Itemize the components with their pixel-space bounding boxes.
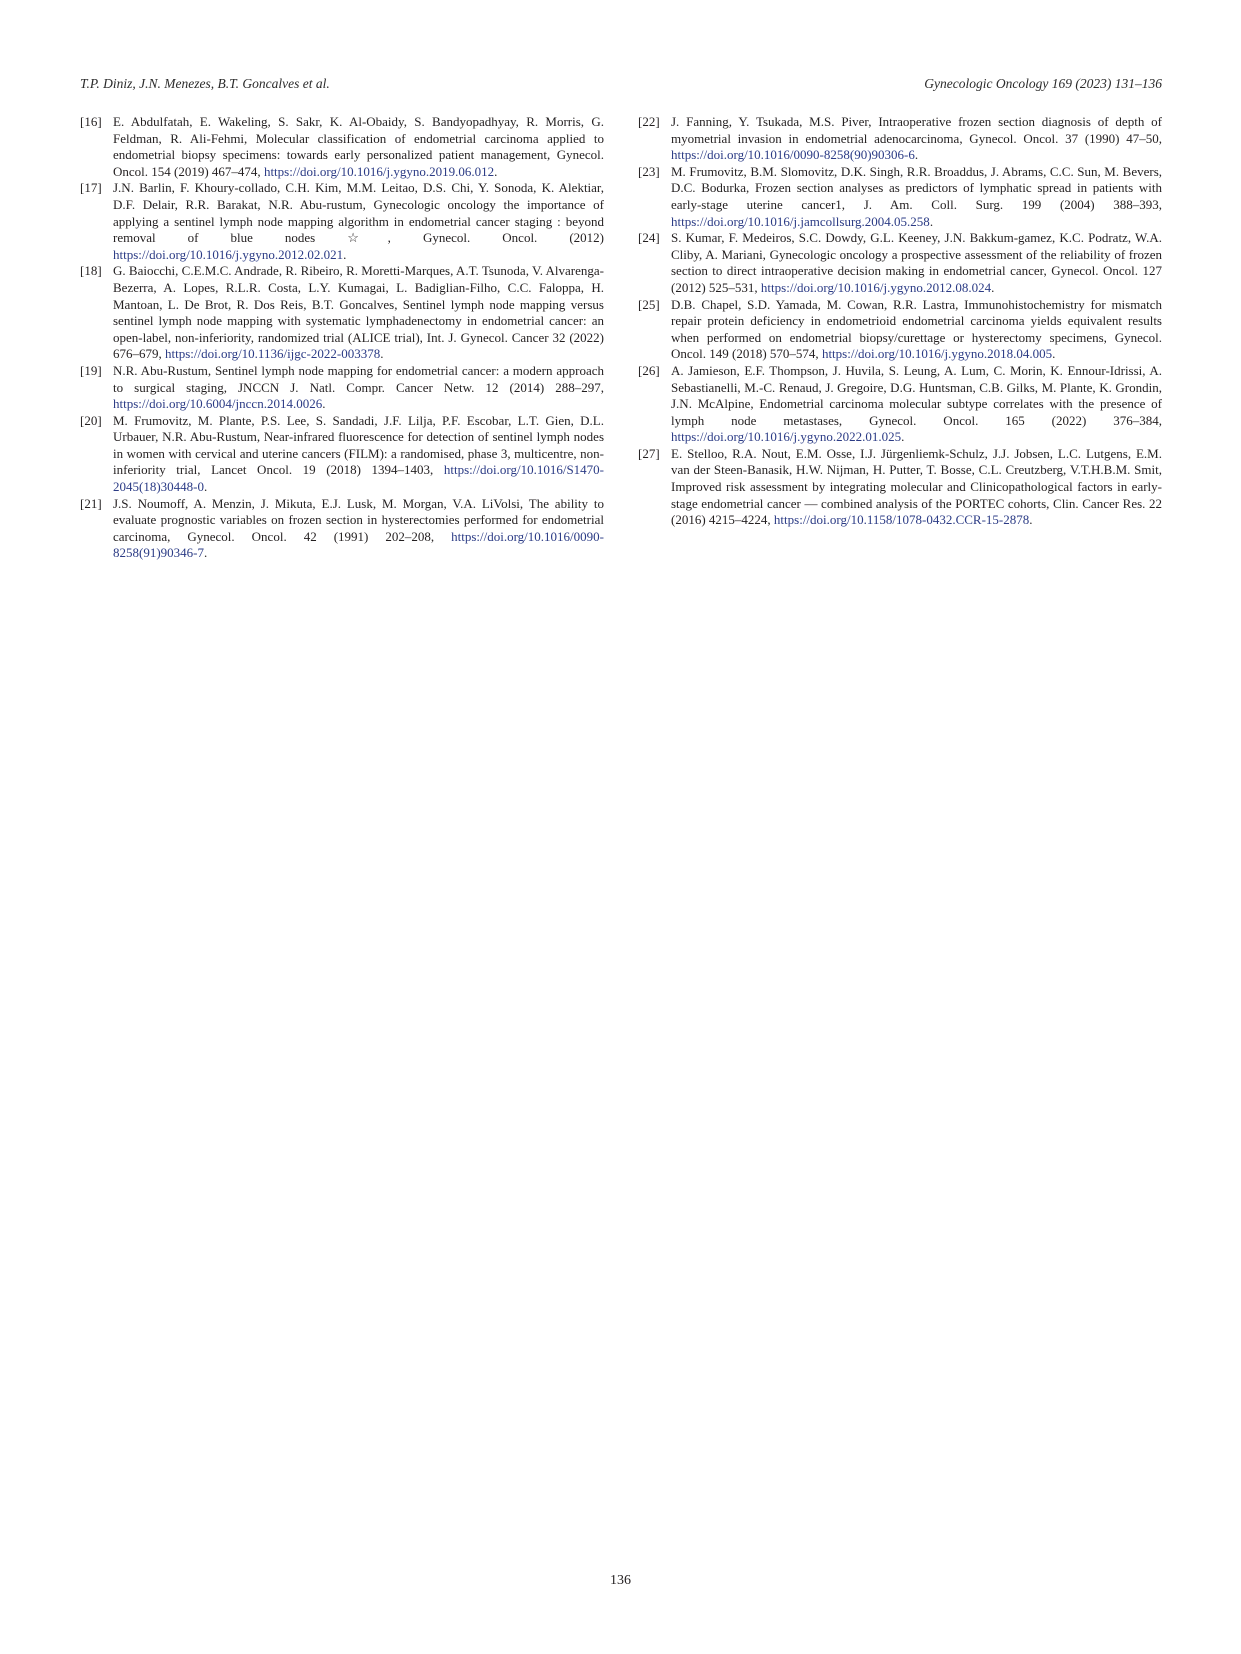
reference-doi-link[interactable]: https://doi.org/10.1016/j.jamcollsurg.2004.05.258 bbox=[671, 213, 930, 229]
references-right-column bbox=[638, 114, 1162, 529]
reference-item: [17] J.N. Barlin, F. Khoury-collado, C.H. Kim, M.M. Leitao, D.S. Chi, Y. Sonoda, K. Alektiar, D.F. Delair, R.R. Barakat, N.R. Abu-rustum, Gynecologic oncology the importance of applying a sentinel lymph node mapping algorithm in endometrial cancer staging : beyond removal of blue nodes ☆, Gynecol. Oncol. (2012) https://doi.org/10.1016/j.ygyno.2012.02.021. bbox=[80, 180, 604, 262]
reference-text: G. Baiocchi, C.E.M.C. Andrade, R. Ribeiro, R. Moretti-Marques, A.T. Tsunoda, V. Alvarenga-Bezerra, A. Lopes, R.L.R. Costa, L.Y. Kumagai, L. Badiglian-Filho, C.C. Faloppa, H. Mantoan, L. De Brot, R. Dos Reis, B.T. Goncalves, Sentinel lymph node mapping versus sentinel lymph node mapping with systematic lymphadenectomy in endometrial cancer: an open-label, non-inferiority, randomized trial (ALICE trial), Int. J. Gynecol. Cancer 32 (2022) 676–679, bbox=[113, 263, 604, 362]
reference-doi-link[interactable]: https://doi.org/10.1016/0090-8258(90)90306-6 bbox=[671, 147, 915, 163]
reference-text: J. Fanning, Y. Tsukada, M.S. Piver, Intraoperative frozen section diagnosis of depth of myometrial invasion in endometrial adenocarcinoma, Gynecol. Oncol. 37 (1990) 47–50, bbox=[671, 114, 1162, 146]
reference-number: [19] bbox=[80, 362, 102, 378]
reference-text: N.R. Abu-Rustum, Sentinel lymph node mapping for endometrial cancer: a modern approach to surgical staging, JNCCN J. Natl. Compr. Cancer Netw. 12 (2014) 288–297, bbox=[113, 362, 604, 395]
reference-number: [18] bbox=[80, 263, 102, 279]
reference-item: [24] S. Kumar, F. Medeiros, S.C. Dowdy, G.L. Keeney, J.N. Bakkum-gamez, K.C. Podratz, W.A. Cliby, A. Mariani, Gynecologic oncology a prospective assessment of the reliability of frozen section to direct intraoperative decision making in endometrial cancer, Gynecol. Oncol. 127 (2012) 525–531, https://doi.org/10.1016/j.ygyno.2012.08.024. bbox=[638, 230, 1162, 295]
reference-number: [20] bbox=[80, 412, 102, 428]
reference-doi-link[interactable]: https://doi.org/10.1016/j.ygyno.2018.04.005 bbox=[821, 346, 1053, 362]
reference-doi-link[interactable]: https://doi.org/10.6004/jnccn.2014.0026 bbox=[113, 396, 323, 412]
reference-text: D.B. Chapel, S.D. Yamada, M. Cowan, R.R. Lastra, Immunohistochemistry for mismatch repair protein deficiency in endometrioid endometrial carcinoma yields equivalent results when performed on endometrial biopsy/curettage or hysterectomy specimens, Gynecol. Oncol. 149 (2018) 570–574, bbox=[671, 296, 1162, 362]
reference-text: E. Abdulfatah, E. Wakeling, S. Sakr, K. Al-Obaidy, S. Bandyopadhyay, R. Morris, G. Feldman, R. Ali-Fehmi, Molecular classification of endometrial carcinoma applied to endometrial biopsy specimens: towards early personalized patient management, Gynecol. Oncol. 154 (2019) 467–474, bbox=[113, 114, 604, 179]
reference-doi-link[interactable]: https://doi.org/10.1016/j.ygyno.2012.02.021 bbox=[113, 246, 344, 262]
reference-number: [25] bbox=[638, 296, 660, 312]
reference-doi-link[interactable]: https://doi.org/10.1016/0090-8258(91)90346-7 bbox=[113, 528, 604, 561]
reference-doi-link[interactable]: https://doi.org/10.1016/j.ygyno.2012.08.024 bbox=[760, 279, 992, 295]
reference-item: [25] D.B. Chapel, S.D. Yamada, M. Cowan, R.R. Lastra, Immunohistochemistry for mismatch repair protein deficiency in endometrioid endometrial carcinoma yields equivalent results when performed on endometrial biopsy/curettage or hysterectomy specimens, Gynecol. Oncol. 149 (2018) 570–574, https://doi.org/10.1016/j.ygyno.2018.04.005. bbox=[638, 296, 1162, 362]
reference-doi-link[interactable]: https://doi.org/10.1158/1078-0432.CCR-15-2878 bbox=[773, 512, 1030, 528]
reference-item: [27] E. Stelloo, R.A. Nout, E.M. Osse, I.J. Jürgenliemk-Schulz, J.J. Jobsen, L.C. Lutgens, E.M. van der Steen-Banasik, H.W. Nijman, H. Putter, T. Bosse, C.L. Creutzberg, V.T.H.B.M. Smit, Improved risk assessment by integrating molecular and Clinicopathological factors in early-stage endometrial cancer — combined analysis of the PORTEC cohorts, Clin. Cancer Res. 22 (2016) 4215–4224, https://doi.org/10.1158/1078-0432.CCR-15-2878. bbox=[638, 445, 1162, 528]
reference-number: [22] bbox=[638, 114, 660, 129]
reference-item: [16] E. Abdulfatah, E. Wakeling, S. Sakr, K. Al-Obaidy, S. Bandyopadhyay, R. Morris, G. Feldman, R. Ali-Fehmi, Molecular classification of endometrial carcinoma applied to endometrial biopsy specimens: towards early personalized patient management, Gynecol. Oncol. 154 (2019) 467–474, https://doi.org/10.1016/j.ygyno.2019.06.012. bbox=[80, 114, 604, 179]
reference-number: [26] bbox=[638, 362, 660, 378]
reference-text: E. Stelloo, R.A. Nout, E.M. Osse, I.J. Jürgenliemk-Schulz, J.J. Jobsen, L.C. Lutgens, E.M. van der Steen-Banasik, H.W. Nijman, H. Putter, T. Bosse, C.L. Creutzberg, V.T.H.B.M. Smit, Improved risk assessment by integrating molecular and Clinicopathological factors in early-stage endometrial cancer — combined analysis of the PORTEC cohorts, Clin. Cancer Res. 22 (2016) 4215–4224, bbox=[671, 445, 1162, 528]
running-head-journal: Gynecologic Oncology 169 (2023) 131–136 bbox=[924, 76, 1162, 91]
reference-item: [21] J.S. Noumoff, A. Menzin, J. Mikuta, E.J. Lusk, M. Morgan, V.A. LiVolsi, The ability to evaluate prognostic variables on frozen section in hysterectomies performed for endometrial carcinoma, Gynecol. Oncol. 42 (1991) 202–208, https://doi.org/10.1016/0090-8258(91)90346-7. bbox=[80, 495, 604, 561]
reference-number: [17] bbox=[80, 180, 102, 196]
reference-text: M. Frumovitz, M. Plante, P.S. Lee, S. Sandadi, J.F. Lilja, P.F. Escobar, L.T. Gien, D.L. Urbauer, N.R. Abu-Rustum, Near-infrared fluorescence for detection of sentinel lymph nodes in women with cervical and uterine cancers (FILM): a randomised, phase 3, multicentre, non-inferiority trial, Lancet Oncol. 19 (2018) 1394–1403, bbox=[113, 412, 604, 478]
reference-text: M. Frumovitz, B.M. Slomovitz, D.K. Singh, R.R. Broaddus, J. Abrams, C.C. Sun, M. Bevers, D.C. Bodurka, Frozen section analyses as predictors of lymphatic spread in patients with early-stage uterine cancer1, J. Am. Coll. Surg. 199 (2004) 388–393, bbox=[671, 163, 1162, 212]
reference-number: [24] bbox=[638, 230, 660, 246]
reference-text: A. Jamieson, E.F. Thompson, J. Huvila, S. Leung, A. Lum, C. Morin, K. Ennour-Idrissi, A. Sebastianelli, M.-C. Renaud, J. Gregoire, D.G. Huntsman, C.B. Gilks, M. Plante, K. Grondin, J.N. McAlpine, Endometrial carcinoma molecular subtype correlates with the presence of lymph node metastases, Gynecol. Oncol. 165 (2022) 376–384, bbox=[671, 362, 1162, 428]
running-head bbox=[80, 76, 1162, 96]
reference-number: [16] bbox=[80, 114, 102, 129]
reference-text: S. Kumar, F. Medeiros, S.C. Dowdy, G.L. Keeney, J.N. Bakkum-gamez, K.C. Podratz, W.A. Cliby, A. Mariani, Gynecologic oncology a prospective assessment of the reliability of frozen section to direct intraoperative decision making in endometrial cancer, Gynecol. Oncol. 127 (2012) 525–531, bbox=[671, 230, 1162, 295]
running-head-authors: T.P. Diniz, J.N. Menezes, B.T. Goncalves et al. bbox=[80, 76, 330, 91]
references-left-column bbox=[80, 114, 604, 562]
reference-number: [23] bbox=[638, 163, 660, 179]
reference-number: [27] bbox=[638, 445, 660, 461]
reference-text: J.N. Barlin, F. Khoury-collado, C.H. Kim, M.M. Leitao, D.S. Chi, Y. Sonoda, K. Alektiar, D.F. Delair, R.R. Barakat, N.R. Abu-rustum, Gynecologic oncology the importance of applying a sentinel lymph node mapping algorithm in endometrial cancer staging : beyond removal of blue nodes ☆, Gynecol. Oncol. (2012) bbox=[113, 180, 604, 246]
reference-item: [23] M. Frumovitz, B.M. Slomovitz, D.K. Singh, R.R. Broaddus, J. Abrams, C.C. Sun, M. Bevers, D.C. Bodurka, Frozen section analyses as predictors of lymphatic spread in patients with early-stage uterine cancer1, J. Am. Coll. Surg. 199 (2004) 388–393, https://doi.org/10.1016/j.jamcollsurg.2004.05.258. bbox=[638, 163, 1162, 229]
reference-doi-link[interactable]: https://doi.org/10.1136/ijgc-2022-003378 bbox=[165, 346, 381, 362]
page-number: 136 bbox=[610, 1573, 631, 1588]
reference-number: [21] bbox=[80, 495, 102, 511]
reference-item: [20] M. Frumovitz, M. Plante, P.S. Lee, S. Sandadi, J.F. Lilja, P.F. Escobar, L.T. Gien, D.L. Urbauer, N.R. Abu-Rustum, Near-infrared fluorescence for detection of sentinel lymph nodes in women with cervical and uterine cancers (FILM): a randomised, phase 3, multicentre, non-inferiority trial, Lancet Oncol. 19 (2018) 1394–1403, https://doi.org/10.1016/S1470-2045(18)30448-0. bbox=[80, 412, 604, 495]
reference-item: [26] A. Jamieson, E.F. Thompson, J. Huvila, S. Leung, A. Lum, C. Morin, K. Ennour-Idrissi, A. Sebastianelli, M.-C. Renaud, J. Gregoire, D.G. Huntsman, C.B. Gilks, M. Plante, K. Grondin, J.N. McAlpine, Endometrial carcinoma molecular subtype correlates with the presence of lymph node metastases, Gynecol. Oncol. 165 (2022) 376–384, https://doi.org/10.1016/j.ygyno.2022.01.025. bbox=[638, 362, 1162, 445]
reference-item: [19] N.R. Abu-Rustum, Sentinel lymph node mapping for endometrial cancer: a modern approach to surgical staging, JNCCN J. Natl. Compr. Cancer Netw. 12 (2014) 288–297, https://doi.org/10.6004/jnccn.2014.0026. bbox=[80, 362, 604, 412]
reference-item: [22] J. Fanning, Y. Tsukada, M.S. Piver, Intraoperative frozen section diagnosis of depth of myometrial invasion in endometrial adenocarcinoma, Gynecol. Oncol. 37 (1990) 47–50, https://doi.org/10.1016/0090-8258(90)90306-6. bbox=[638, 114, 1162, 163]
reference-item: [18] G. Baiocchi, C.E.M.C. Andrade, R. Ribeiro, R. Moretti-Marques, A.T. Tsunoda, V. Alvarenga-Bezerra, A. Lopes, R.L.R. Costa, L.Y. Kumagai, L. Badiglian-Filho, C.C. Faloppa, H. Mantoan, L. De Brot, R. Dos Reis, B.T. Goncalves, Sentinel lymph node mapping versus sentinel lymph node mapping with systematic lymphadenectomy in endometrial cancer: an open-label, non-inferiority, randomized trial (ALICE trial), Int. J. Gynecol. Cancer 32 (2022) 676–679, https://doi.org/10.1136/ijgc-2022-003378. bbox=[80, 263, 604, 362]
reference-doi-link[interactable]: https://doi.org/10.1016/j.ygyno.2019.06.012 bbox=[263, 163, 495, 179]
reference-doi-link[interactable]: https://doi.org/10.1016/S1470-2045(18)30448-0 bbox=[113, 462, 604, 495]
reference-text: J.S. Noumoff, A. Menzin, J. Mikuta, E.J. Lusk, M. Morgan, V.A. LiVolsi, The ability to evaluate prognostic variables on frozen section in hysterectomies performed for endometrial carcinoma, Gynecol. Oncol. 42 (1991) 202–208, bbox=[113, 495, 604, 544]
reference-doi-link[interactable]: https://doi.org/10.1016/j.ygyno.2022.01.025 bbox=[671, 429, 902, 445]
